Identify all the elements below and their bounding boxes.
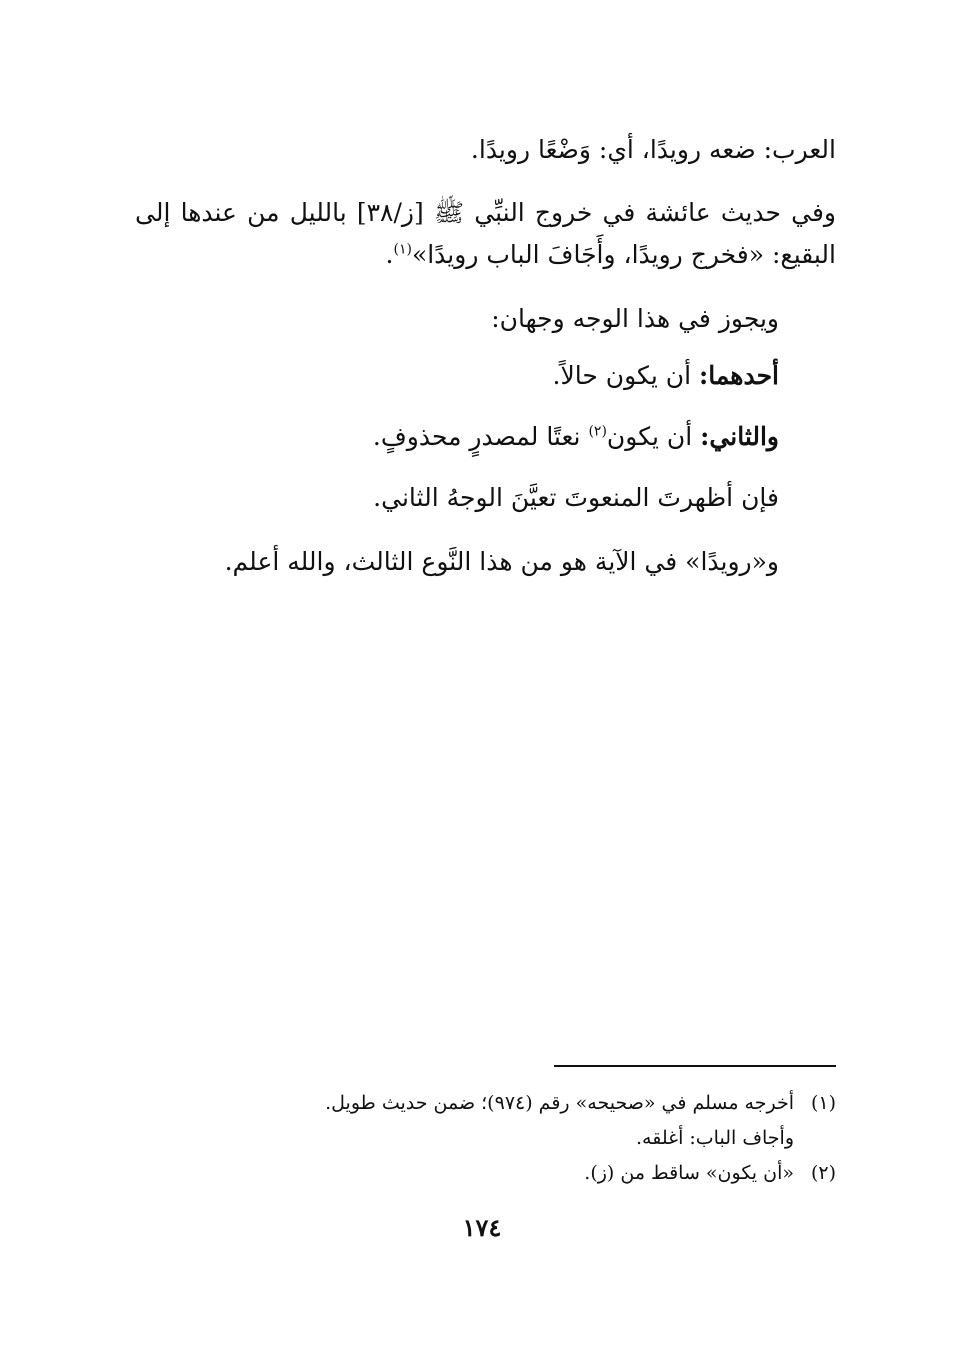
- body-line-1: العرب: ضعه رويدًا، أي: وَضْعًا رويدًا.: [470, 135, 836, 164]
- body-line-7: فإن أظهرتَ المنعوتَ تعيَّنَ الوجهُ الثاني.: [373, 483, 779, 512]
- body-line-5: أحدهما: أن يكون حالاً.: [552, 361, 779, 390]
- footnote-separator: [554, 1065, 836, 1067]
- body-paragraph-2-line-2: البقيع: «فخرج رويدًا، وأَجَافَ الباب رويدًا»$^{(١)}$.: [385, 240, 836, 269]
- footnote-ref-2: (٢): [588, 423, 607, 440]
- page-number: ١٧٤: [462, 1213, 502, 1242]
- body-line-6: والثاني: أن يكون$^{(٢)}$ نعتًا لمصدرٍ محذوفٍ.: [372, 422, 779, 451]
- footnote-ref-1: (١): [393, 241, 412, 258]
- body-paragraph-2-line-1: وفي حديث عائشة في خروج النبِّي ﷺ [ز/٣٨] بالليل من عندها إلى: [135, 198, 837, 227]
- footnote-1: (١)أخرجه مسلم في «صحيحه» رقم (٩٧٤)؛ ضمن حديث طويل.: [325, 1092, 836, 1114]
- body-line-4: ويجوز في هذا الوجه وجهان:: [491, 304, 779, 333]
- first-label: أحدهما:: [698, 361, 779, 390]
- footnote-2-number: (٢): [810, 1162, 836, 1184]
- footnote-1-continuation: وأجاف الباب: أغلقه.: [636, 1127, 794, 1149]
- footnote-1-number: (١): [810, 1092, 836, 1114]
- footnote-2: (٢)«أن يكون» ساقط من (ز).: [584, 1162, 836, 1184]
- second-label: والثاني:: [700, 422, 779, 451]
- body-line-8: و«رويدًا» في الآية هو من هذا النَّوع الثالث، والله أعلم.: [224, 547, 779, 576]
